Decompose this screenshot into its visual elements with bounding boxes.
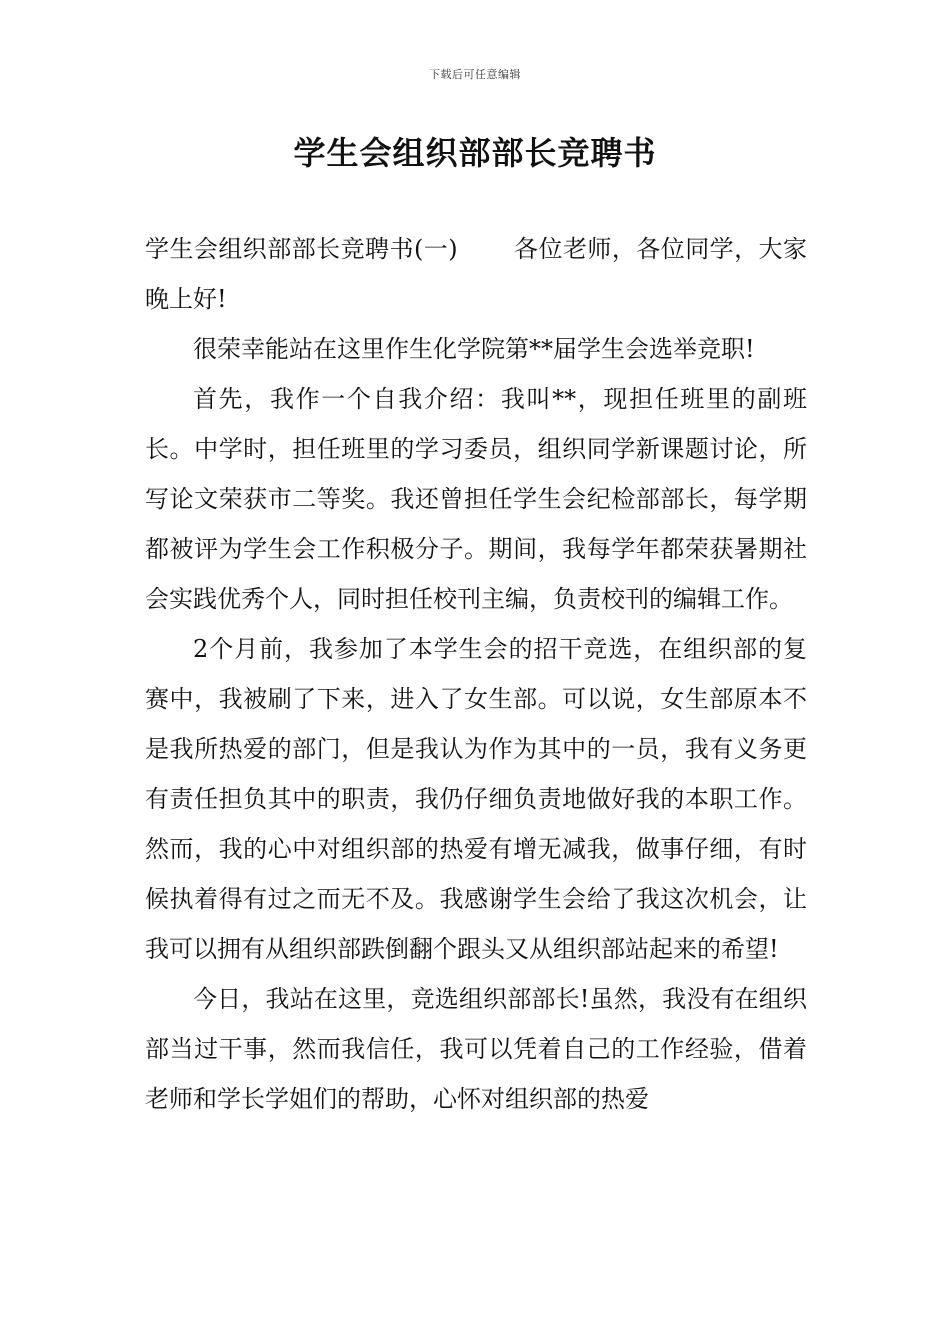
document-body (145, 224, 807, 1124)
paragraph: 首先，我作一个自我介绍：我叫**，现担任班里的副班长。中学时，担任班里的学习委员，组织同学新课题讨论，所写论文荣获市二等奖。我还曾担任学生会纪检部部长，每学期都被评为学生会工作积极分子。期间，我每学年都荣获暑期社会实践优秀个人，同时担任校刊主编，负责校刊的编辑工作。 (145, 385, 807, 613)
paragraph: 很荣幸能站在这里作生化学院第**届学生会选举竞职! (193, 335, 755, 363)
document-title: 学生会组织部部长竞聘书 (293, 134, 657, 172)
header-note: 下载后可任意编辑 (429, 68, 521, 81)
paragraph: 2个月前，我参加了本学生会的招干竞选，在组织部的复赛中，我被刷了下来，进入了女生部。可以说，女生部原本不是我所热爱的部门，但是我认为作为其中的一员，我有义务更有责任担负其中的职责，我仍仔细负责地做好我的本职工作。然而，我的心中对组织部的热爱有增无减我，做事仔细，有时候执着得有过之而无不及。我感谢学生会给了我这次机会，让我可以拥有从组织部跌倒翻个跟头又从组织部站起来的希望! (145, 635, 807, 963)
paragraph: 今日，我站在这里，竞选组织部部长!虽然，我没有在组织部当过干事，然而我信任，我可以凭着自己的工作经验，借着老师和学长学姐们的帮助，心怀对组织部的热爱 (145, 985, 807, 1113)
opening-paragraph (145, 224, 807, 324)
document-subtitle: 学生会组织部部长竞聘书(一) (145, 235, 458, 263)
greeting-text: 各位老师，各位同学，大家晚上好! (145, 235, 808, 313)
